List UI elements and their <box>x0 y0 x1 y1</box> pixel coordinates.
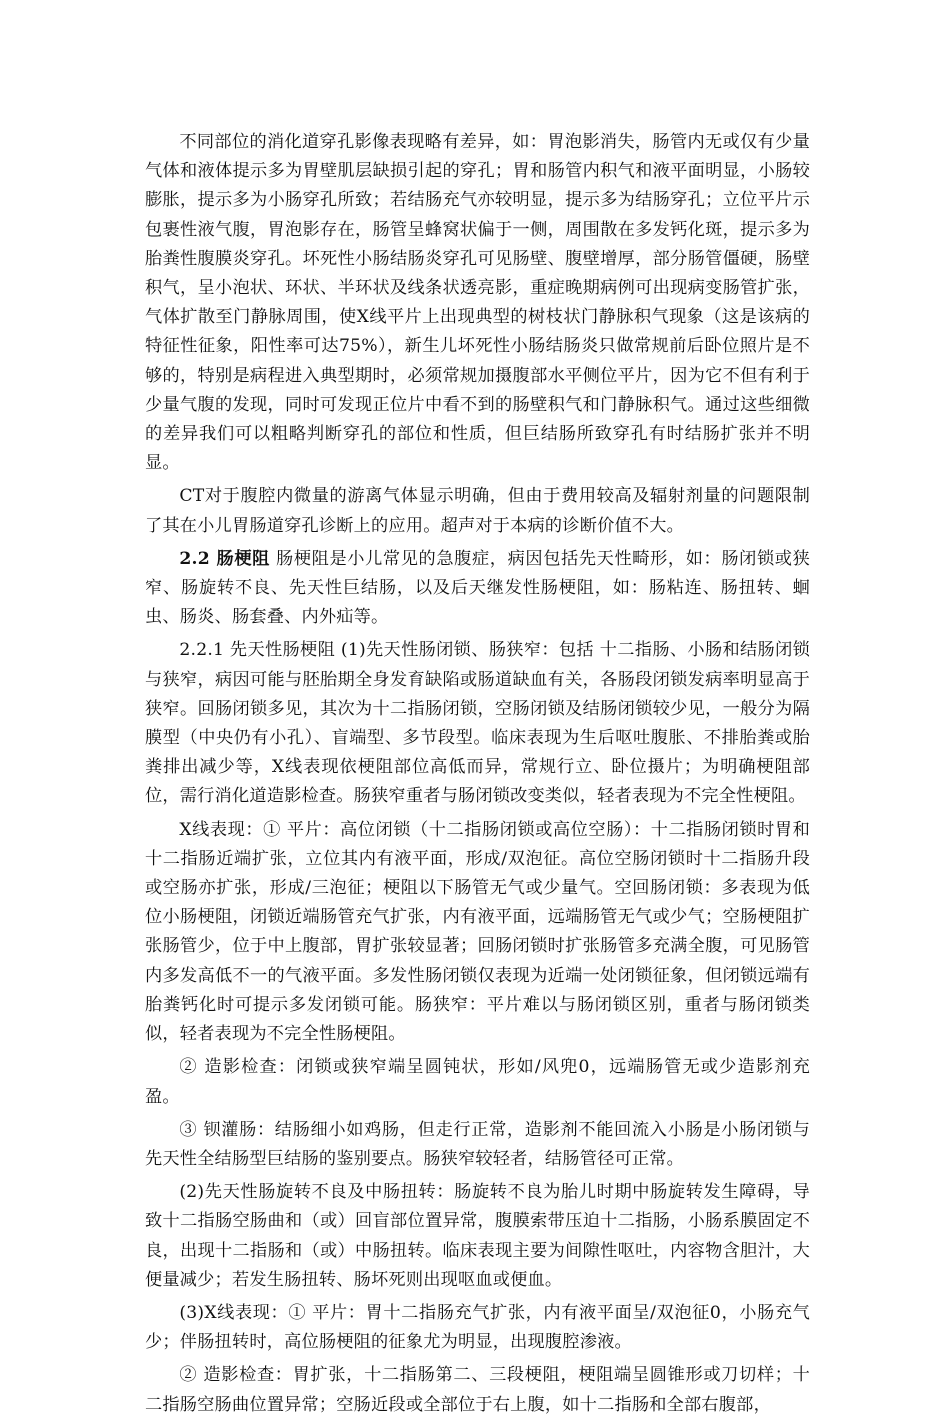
paragraph-contrast-malrotation <box>145 1361 810 1419</box>
paragraph-text: ② 造影检查：胃扩张，十二指肠第二、三段梗阻，梗阻端呈圆锥形或刀切样；十二指肠空肠曲位置异常；空肠近段或全部位于右上腹，如十二指肠和全部右腹部， <box>145 1365 810 1415</box>
paragraph-text: (3)X线表现：① 平片：胃十二指肠充气扩张，内有液平面呈/双泡征0，小肠充气少；伴肠扭转时，高位肠梗阻的征象尤为明显，出现腹腔渗液。 <box>145 1302 810 1353</box>
paragraph-xray-findings <box>145 816 810 1050</box>
paragraph-text: CT对于腹腔内微量的游离气体显示明确，但由于费用较高及辐射剂量的问题限制了其在小儿胃肠道穿孔诊断上的应用。超声对于本病的诊断价值不大。 <box>145 486 810 536</box>
paragraph-text: ② 造影检查：闭锁或狭窄端呈圆钝状，形如/风兜0，远端肠管无或少造影剂充盈。 <box>145 1057 810 1107</box>
document-page <box>145 128 810 1420</box>
paragraph-barium-enema <box>145 1116 810 1174</box>
section-heading: 2.2 肠梗阻 <box>179 548 270 569</box>
paragraph-text: (2)先天性肠旋转不良及中肠扭转：肠旋转不良为胎儿时期中肠旋转发生障碍，导致十二指肠空肠曲和（或）回盲部位置异常，腹膜索带压迫十二指肠，小肠系膜固定不良，出现十二指肠和（或）中肠扭转。临床表现主要为间隙性呕吐，内容物含胆汁，大便量减少；若发生肠扭转、肠坏死则出现呕血或便血。 <box>145 1182 810 1290</box>
paragraph-congenital-obstruction <box>145 636 810 811</box>
paragraph-malrotation <box>145 1178 810 1295</box>
paragraph-text: ③ 钡灌肠：结肠细小如鸡肠，但走行正常，造影剂不能回流入小肠是小肠闭锁与先天性全结肠型巨结肠的鉴别要点。肠狭窄较轻者，结肠管径可正常。 <box>145 1119 810 1169</box>
paragraph-text: 2.2.1 先天性肠梗阻 (1)先天性肠闭锁、肠狭窄：包括 十二指肠、小肠和结肠闭锁与狭窄，病因可能与胚胎期全身发育缺陷或肠道缺血有关，各肠段闭锁发病率明显高于狭窄。回肠闭锁多见，其次为十二指肠闭锁，空肠闭锁及结肠闭锁较少见，一般分为隔膜型（中央仍有小孔）、盲端型、多节段型。临床表现为生后呕吐腹胀、不排胎粪或胎粪排出减少等，X线表现依梗阻部位高低而异，常规行立、卧位摄片；为明确梗阻部位，需行消化道造影检查。肠狭窄重者与肠闭锁改变类似，轻者表现为不完全性梗阻。 <box>145 640 810 807</box>
paragraph-text: 不同部位的消化道穿孔影像表现略有差异，如：胃泡影消失，肠管内无或仅有少量气体和液体提示多为胃壁肌层缺损引起的穿孔；胃和肠管内积气和液平面明显，小肠较膨胀，提示多为小肠穿孔所致；若结肠充气亦较明显，提示多为结肠穿孔；立位平片示包裹性液气腹，胃泡影存在，肠管呈蜂窝状偏于一侧，周围散在多发钙化斑，提示多为胎粪性腹膜炎穿孔。坏死性小肠结肠炎穿孔可见肠壁、腹壁增厚，部分肠管僵硬，肠壁积气，呈小泡状、环状、半环状及线条状透亮影，重症晚期病例可出现病变肠管扩张，气体扩散至门静脉周围，使X线平片上出现典型的树枝状门静脉积气现象（这是该病的特征性征象，阳性率可达75%），新生儿坏死性小肠结肠炎只做常规前后卧位照片是不够的，特别是病程进入典型期时，必须常规加摄腹部水平侧位平片，因为它不但有利于少量气腹的发现，同时可发现正位片中看不到的肠壁积气和门静脉积气。通过这些细微的差异我们可以粗略判断穿孔的部位和性质，但巨结肠所致穿孔有时结肠扩张并不明显。 <box>145 132 810 474</box>
paragraph-text: 肠梗阻是小儿常见的急腹症，病因包括先天性畸形，如：肠闭锁或狭窄、肠旋转不良、先天性巨结肠，以及后天继发性肠梗阻，如：肠粘连、肠扭转、蛔虫、肠炎、肠套叠、内外疝等。 <box>145 548 810 628</box>
paragraph-intestinal-obstruction <box>145 545 810 633</box>
paragraph-ct-ultrasound <box>145 482 810 540</box>
paragraph-xray-malrotation <box>145 1299 810 1357</box>
paragraph-text: X线表现：① 平片：高位闭锁（十二指肠闭锁或高位空肠）：十二指肠闭锁时胃和十二指肠近端扩张，立位其内有液平面，形成/双泡征。高位空肠闭锁时十二指肠升段或空肠亦扩张，形成/三泡征；梗阻以下肠管无气或少量气。空回肠闭锁：多表现为低位小肠梗阻，闭锁近端肠管充气扩张，内有液平面，远端肠管无气或少气；空肠梗阻扩张肠管少，位于中上腹部，胃扩张较显著；回肠闭锁时扩张肠管多充满全腹，可见肠管内多发高低不一的气液平面。多发性肠闭锁仅表现为近端一处闭锁征象，但闭锁远端有胎粪钙化时可提示多发闭锁可能。肠狭窄：平片难以与肠闭锁区别，重者与肠闭锁类似，轻者表现为不完全性肠梗阻。 <box>145 819 810 1045</box>
paragraph-perforation-imaging <box>145 128 810 478</box>
paragraph-contrast-exam <box>145 1053 810 1111</box>
